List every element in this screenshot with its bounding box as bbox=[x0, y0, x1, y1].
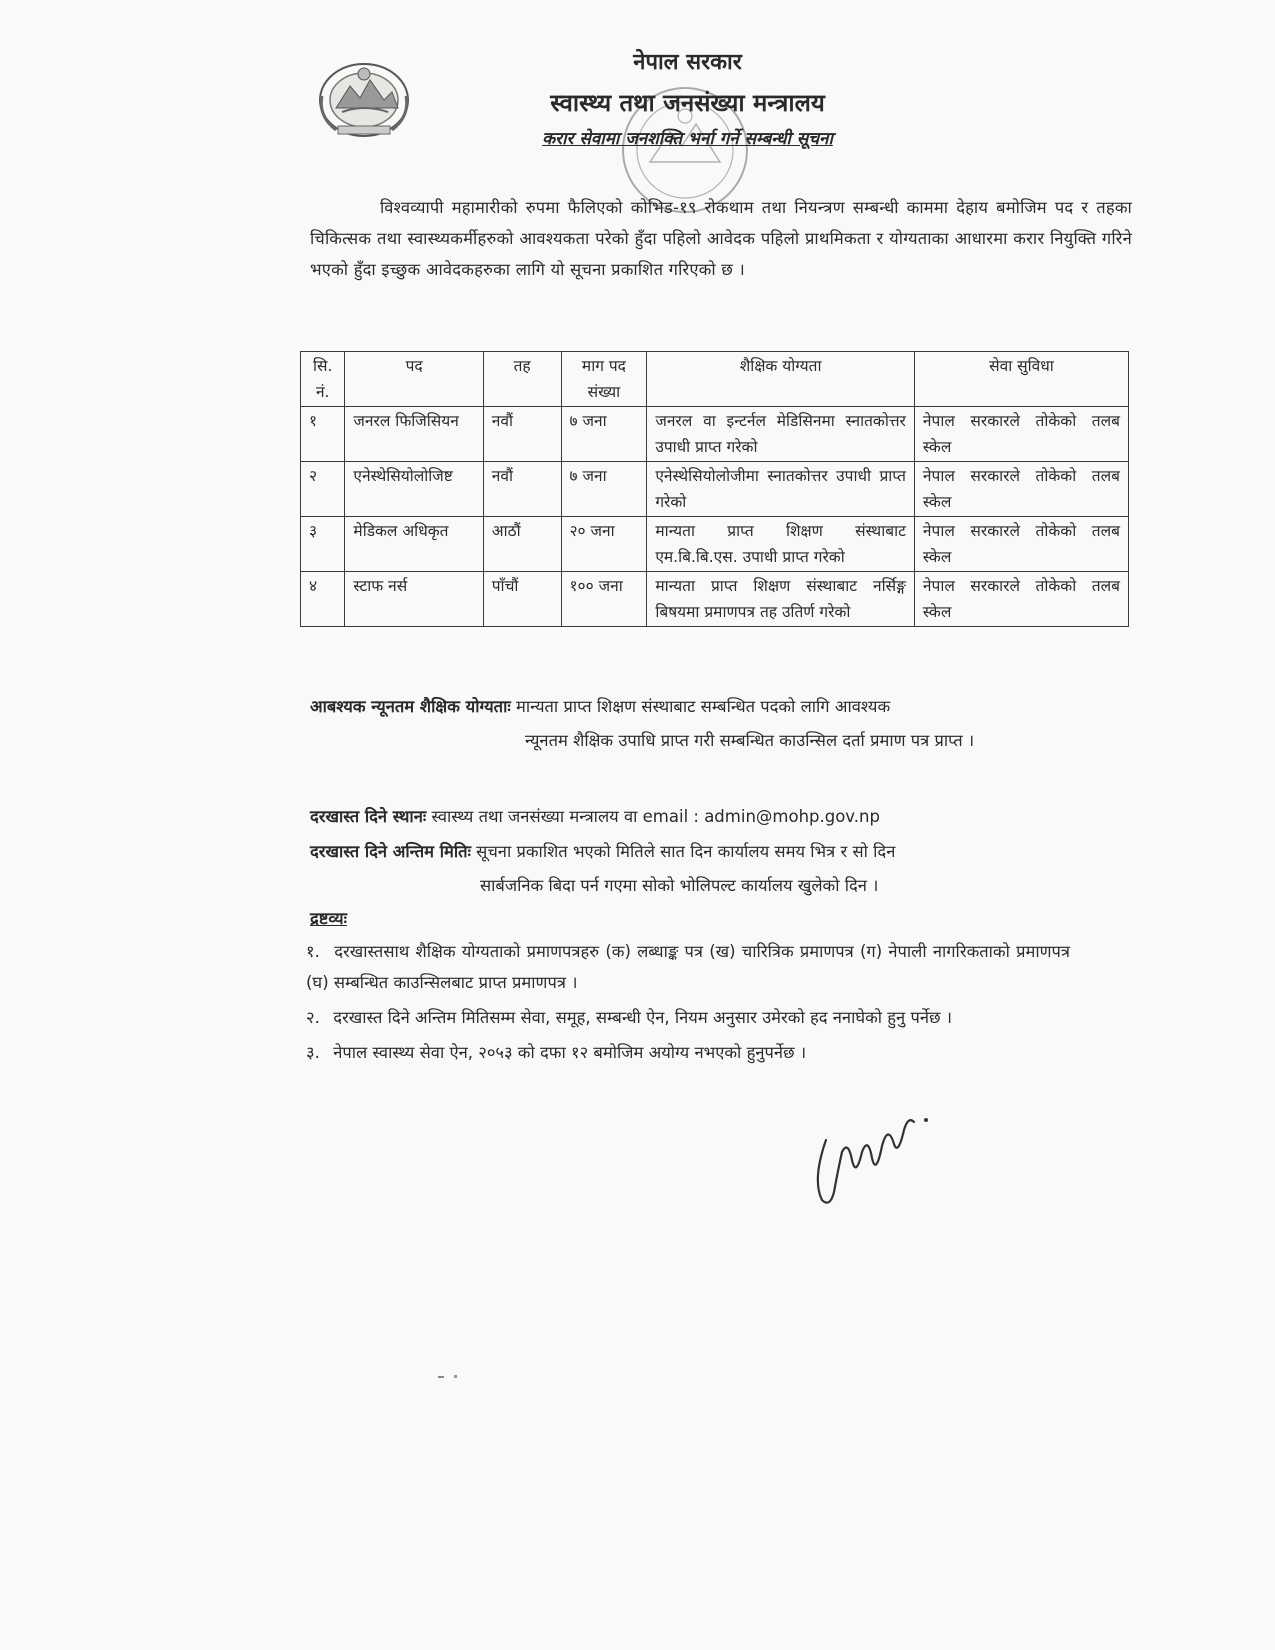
table-row bbox=[301, 407, 1129, 462]
list-item bbox=[306, 936, 1070, 998]
cell-level: नवौं bbox=[483, 462, 561, 517]
cell-qualification: एनेस्थेसियोलोजीमा स्नातकोत्तर उपाधी प्राप्त गरेको bbox=[647, 462, 915, 517]
vacancy-table bbox=[300, 351, 1129, 627]
cell-serial: ४ bbox=[301, 572, 345, 627]
cell-facility: नेपाल सरकारले तोकेको तलब स्केल bbox=[914, 462, 1128, 517]
list-item bbox=[306, 1002, 1070, 1033]
header-qualification: शैक्षिक योग्यता bbox=[647, 352, 915, 407]
min-qualification-section bbox=[310, 690, 1070, 758]
cell-level: पाँचौं bbox=[483, 572, 561, 627]
header-post: पद bbox=[345, 352, 483, 407]
cell-demand: २० जना bbox=[561, 517, 647, 572]
cell-serial: २ bbox=[301, 462, 345, 517]
header-serial: सि. नं. bbox=[301, 352, 345, 407]
cell-serial: १ bbox=[301, 407, 345, 462]
intro-paragraph: विश्वव्यापी महामारीको रुपमा फैलिएको कोभिड-१९ रोकथाम तथा नियन्त्रण सम्बन्धी काममा देहाय बमोजिम पद र तहका चिकित्सक तथा स्वास्थ्यकर्मीहरुको आवश्यकता परेको हुँदा पहिलो आवेदक पहिलो प्राथमिकता र योग्यताका आधारमा करार नियुक्ति गरिने भएको हुँदा इच्छुक आवेदकहरुका लागि यो सूचना प्रकाशित गरिएको छ । bbox=[310, 198, 1132, 279]
deadline-section bbox=[310, 835, 1070, 903]
cell-demand: १०० जना bbox=[561, 572, 647, 627]
header-level: तह bbox=[483, 352, 561, 407]
deadline-label: दरखास्त दिने अन्तिम मितिः bbox=[310, 842, 471, 861]
table-row bbox=[301, 462, 1129, 517]
ministry-title: स्वास्थ्य तथा जनसंख्या मन्त्रालय bbox=[550, 88, 825, 117]
cell-post: एनेस्थेसियोलोजिष्ट bbox=[345, 462, 483, 517]
table-row bbox=[301, 572, 1129, 627]
cell-qualification: जनरल वा इन्टर्नल मेडिसिनमा स्नातकोत्तर उपाधी प्राप्त गरेको bbox=[647, 407, 915, 462]
list-item bbox=[306, 1037, 1070, 1068]
apply-place-section bbox=[310, 800, 1130, 834]
cell-post: मेडिकल अधिकृत bbox=[345, 517, 483, 572]
notice-subject: करार सेवामा जनशक्ति भर्ना गर्ने सम्बन्धी सूचना bbox=[542, 129, 833, 149]
cell-serial: ३ bbox=[301, 517, 345, 572]
apply-place-text: स्वास्थ्य तथा जनसंख्या मन्त्रालय वा email : admin@mohp.gov.np bbox=[431, 807, 880, 826]
cell-facility: नेपाल सरकारले तोकेको तलब स्केल bbox=[914, 517, 1128, 572]
cell-level: नवौं bbox=[483, 407, 561, 462]
deadline-text: सूचना प्रकाशित भएको मितिले सात दिन कार्यालय समय भित्र र सो दिन bbox=[476, 842, 896, 861]
cell-post: जनरल फिजिसियन bbox=[345, 407, 483, 462]
deadline-text-cont: सार्बजनिक बिदा पर्न गएमा सोको भोलिपल्ट कार्यालय खुलेको दिन । bbox=[480, 876, 879, 895]
note-text: दरखास्त दिने अन्तिम मितिसम्म सेवा, समूह, सम्बन्धी ऐन, नियम अनुसार उमेरको हद ननाघेको हुनु पर्नेछ । bbox=[333, 1008, 953, 1027]
note-text: नेपाल स्वास्थ्य सेवा ऐन, २०५३ को दफा १२ बमोजिम अयोग्य नभएको हुनुपर्नेछ । bbox=[333, 1043, 807, 1062]
note-number: ३. bbox=[306, 1043, 320, 1062]
min-qualification-label: आबश्यक न्यूनतम शैक्षिक योग्यताः bbox=[310, 697, 511, 716]
cell-facility: नेपाल सरकारले तोकेको तलब स्केल bbox=[914, 572, 1128, 627]
cell-demand: ७ जना bbox=[561, 462, 647, 517]
cell-qualification: मान्यता प्राप्त शिक्षण संस्थाबाट नर्सिङ्ग बिषयमा प्रमाणपत्र तह उतिर्ण गरेको bbox=[647, 572, 915, 627]
min-qualification-text-cont: न्यूनतम शैक्षिक उपाधि प्राप्त गरी सम्बन्धित काउन्सिल दर्ता प्रमाण पत्र प्राप्त । bbox=[525, 731, 975, 750]
header-facility: सेवा सुविधा bbox=[914, 352, 1128, 407]
cell-level: आठौं bbox=[483, 517, 561, 572]
table-header-row bbox=[301, 352, 1129, 407]
notes-title: द्रष्टव्यः bbox=[310, 909, 347, 928]
note-text: दरखास्तसाथ शैक्षिक योग्यताको प्रमाणपत्रहरु (क) लब्धाङ्क पत्र (ख) चारित्रिक प्रमाणपत्र (ग) नेपाली नागरिकताको प्रमाणपत्र (घ) सम्बन्धित काउन्सिलबाट प्राप्त प्रमाणपत्र । bbox=[306, 942, 1071, 992]
note-number: १. bbox=[306, 942, 320, 961]
signature bbox=[808, 1100, 938, 1210]
note-number: २. bbox=[306, 1008, 320, 1027]
min-qualification-text: मान्यता प्राप्त शिक्षण संस्थाबाट सम्बन्धित पदको लागि आवश्यक bbox=[515, 697, 891, 716]
table-row bbox=[301, 517, 1129, 572]
cell-qualification: मान्यता प्राप्त शिक्षण संस्थाबाट एम.बि.बि.एस. उपाधी प्राप्त गरेको bbox=[647, 517, 915, 572]
header-demand: माग पद संख्या bbox=[561, 352, 647, 407]
government-title: नेपाल सरकार bbox=[633, 49, 742, 75]
apply-place-label: दरखास्त दिने स्थानः bbox=[310, 807, 427, 826]
scan-speck bbox=[438, 1374, 468, 1380]
cell-post: स्टाफ नर्स bbox=[345, 572, 483, 627]
cell-facility: नेपाल सरकारले तोकेको तलब स्केल bbox=[914, 407, 1128, 462]
cell-demand: ७ जना bbox=[561, 407, 647, 462]
notes-list bbox=[306, 936, 1070, 1072]
